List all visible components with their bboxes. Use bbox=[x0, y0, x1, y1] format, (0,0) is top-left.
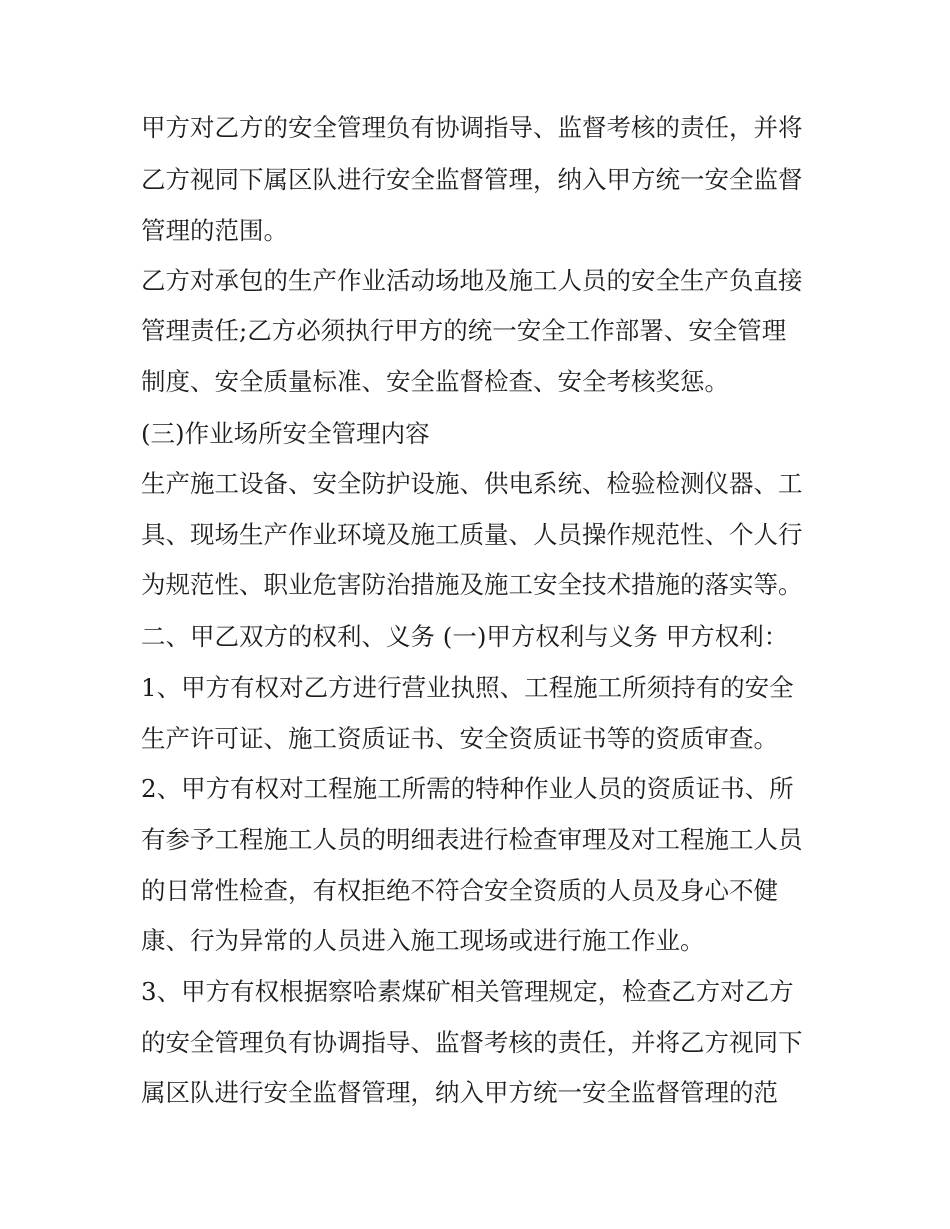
section-heading: 二、甲乙双方的权利、义务 (一)甲方权利与义务 甲方权利： bbox=[141, 622, 789, 651]
paragraph-line: 管理的范围。 bbox=[141, 216, 288, 245]
paragraph-line: 的安全管理负有协调指导、监督考核的责任，并将乙方视同下 bbox=[141, 1028, 803, 1057]
paragraph-line: 为规范性、职业危害防治措施及施工安全技术措施的落实等。 bbox=[141, 570, 803, 599]
paragraph-line: 有参予工程施工人员的明细表进行检查审理及对工程施工人员 bbox=[141, 825, 803, 854]
paragraph-line: 属区队进行安全监督管理，纳入甲方统一安全监督管理的范 bbox=[141, 1078, 778, 1107]
paragraph-line: 乙方视同下属区队进行安全监督管理，纳入甲方统一安全监督 bbox=[141, 165, 803, 194]
paragraph-line: 康、行为异常的人员进入施工现场或进行施工作业。 bbox=[141, 926, 705, 955]
paragraph-line: 制度、安全质量标准、安全监督检查、安全考核奖惩。 bbox=[141, 367, 729, 396]
paragraph-line: 生产许可证、施工资质证书、安全资质证书等的资质审查。 bbox=[141, 724, 778, 753]
paragraph-line: 生产施工设备、安全防护设施、供电系统、检验检测仪器、工 bbox=[141, 469, 803, 498]
paragraph-line: 乙方对承包的生产作业活动场地及施工人员的安全生产负直接 bbox=[141, 266, 803, 295]
paragraph-line: 1、甲方有权对乙方进行营业执照、工程施工所须持有的安全 bbox=[141, 673, 794, 702]
paragraph-line: 甲方对乙方的安全管理负有协调指导、监督考核的责任，并将 bbox=[141, 113, 803, 142]
paragraph-line: 3、甲方有权根据察哈素煤矿相关管理规定，检查乙方对乙方 bbox=[141, 977, 794, 1006]
paragraph-line: 2、甲方有权对工程施工所需的特种作业人员的资质证书、所 bbox=[141, 774, 794, 803]
paragraph-line: 的日常性检查，有权拒绝不符合安全资质的人员及身心不健 bbox=[141, 876, 778, 905]
paragraph-line: 具、现场生产作业环境及施工质量、人员操作规范性、个人行 bbox=[141, 520, 803, 549]
paragraph-line: 管理责任;乙方必须执行甲方的统一安全工作部署、安全管理 bbox=[141, 316, 787, 345]
section-heading: (三)作业场所安全管理内容 bbox=[141, 419, 430, 448]
